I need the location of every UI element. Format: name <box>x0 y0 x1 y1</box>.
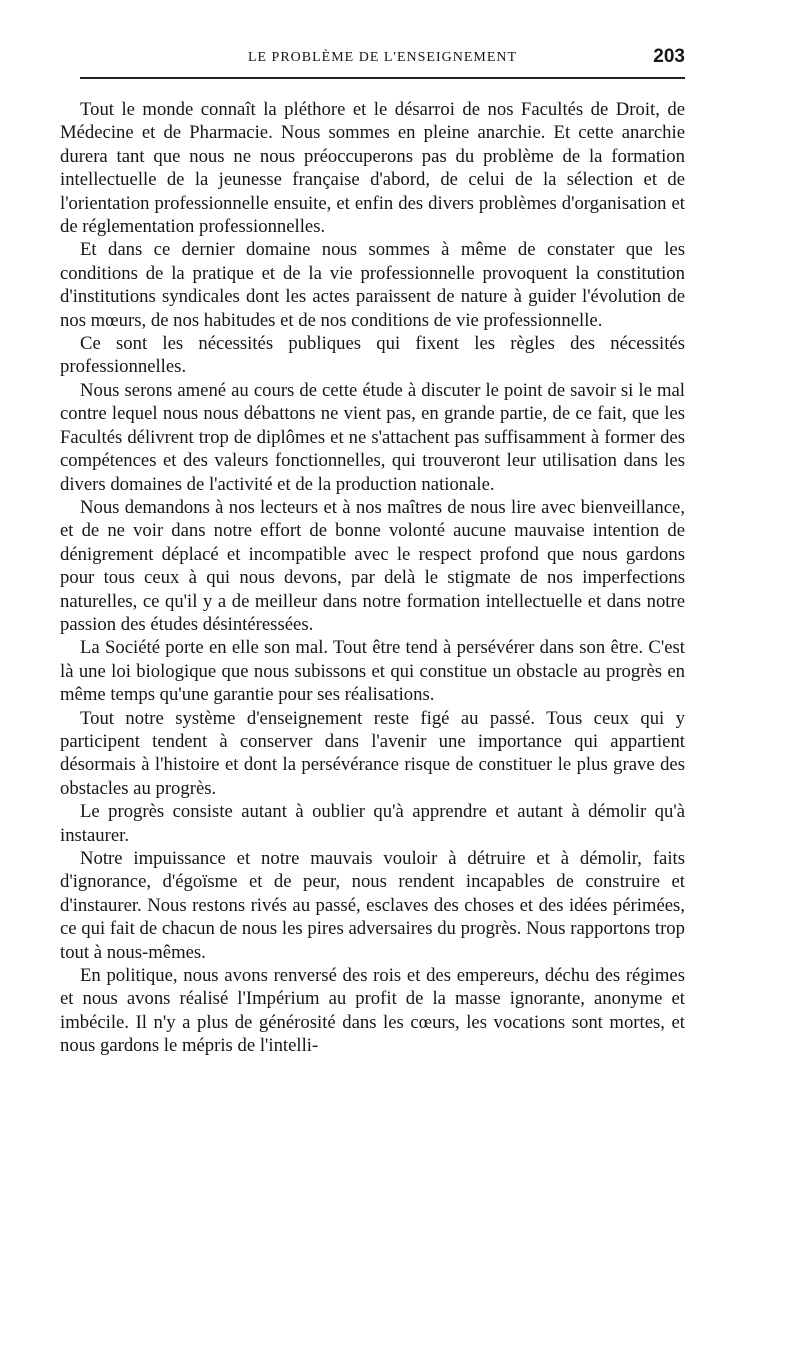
paragraph: Tout notre système d'enseignement reste figé au passé. Tous ceux qui y participent tendent à conserver dans l'avenir une importance qui appartient désormais à l'histoire et dont la persévérance risque de constituer le plus grave des obstacles au progrès. <box>60 707 685 799</box>
page-header <box>80 46 685 74</box>
header-rule <box>80 77 685 79</box>
paragraph: En politique, nous avons renversé des rois et des empereurs, déchu des régimes et nous avons réalisé l'Impérium au profit de la masse ignorante, anonyme et imbécile. Il n'y a plus de générosité dans les cœurs, les vocations sont mortes, et nous gardons le mépris de l'intelli- <box>60 965 685 1057</box>
page-number: 203 <box>653 46 685 67</box>
paragraph: La Société porte en elle son mal. Tout être tend à persévérer dans son être. C'est là une loi biologique que nous subissons et qui constitue un obstacle au progrès en même temps qu'une garantie pour ses réalisations. <box>60 637 685 706</box>
running-title: LE PROBLÈME DE L'ENSEIGNEMENT <box>247 50 518 65</box>
paragraph: Tout le monde connaît la pléthore et le désarroi de nos Facultés de Droit, de Médecine et de Pharmacie. Nous sommes en pleine anarchie. Et cette anarchie durera tant que nous ne nous préoccuperons pas du problème de la formation intellectuelle de la jeunesse française d'abord, de celui de la sélection et de l'orientation professionnelle ensuite, et enfin des divers problèmes d'organisation et de réglementation professionnelles. <box>60 99 685 238</box>
paragraph: Et dans ce dernier domaine nous sommes à même de constater que les conditions de la pratique et de la vie professionnelle provoquent la constitution d'institutions syndicales dont les actes paraissent de nature à guider l'évolution de nos mœurs, de nos habitudes et de nos conditions de vie professionnelle. <box>60 239 685 331</box>
paragraph: Notre impuissance et notre mauvais vouloir à détruire et à démolir, faits d'ignorance, d'égoïsme et de peur, nous rendent incapables de construire et d'instaurer. Nous restons rivés au passé, esclaves des choses et des idées périmées, ce qui fait de chacun de nous les pires adversaires du progrès. Nous rapportons trop tout à nous-mêmes. <box>60 848 685 963</box>
paragraph: Nous serons amené au cours de cette étude à discuter le point de savoir si le mal contre lequel nous nous débattons ne vient pas, en grande partie, de ce fait, que les Facultés délivrent trop de diplômes et ne s'attachent pas suffisamment à former des compétences et des valeurs fonctionnelles, qui trouveront leur utilisation dans les divers domaines de l'activité et de la production nationale. <box>60 379 685 495</box>
body-text <box>60 98 685 1058</box>
paragraph: Le progrès consiste autant à oublier qu'à apprendre et autant à démolir qu'à instaurer. <box>60 801 685 846</box>
paragraph: Nous demandons à nos lecteurs et à nos maîtres de nous lire avec bienveillance, et de ne voir dans notre effort de bonne volonté aucune mauvaise intention de dénigrement déplacé et incompatible avec le respect profond que nous gardons pour tous ceux à qui nous devons, par delà le stigmate de nos imperfections naturelles, ce qu'il y a de meilleur dans notre formation intellectuelle et dans notre passion des études désintéressées. <box>60 496 685 635</box>
paragraph: Ce sont les nécessités publiques qui fixent les règles des nécessités professionnelles. <box>60 333 685 378</box>
